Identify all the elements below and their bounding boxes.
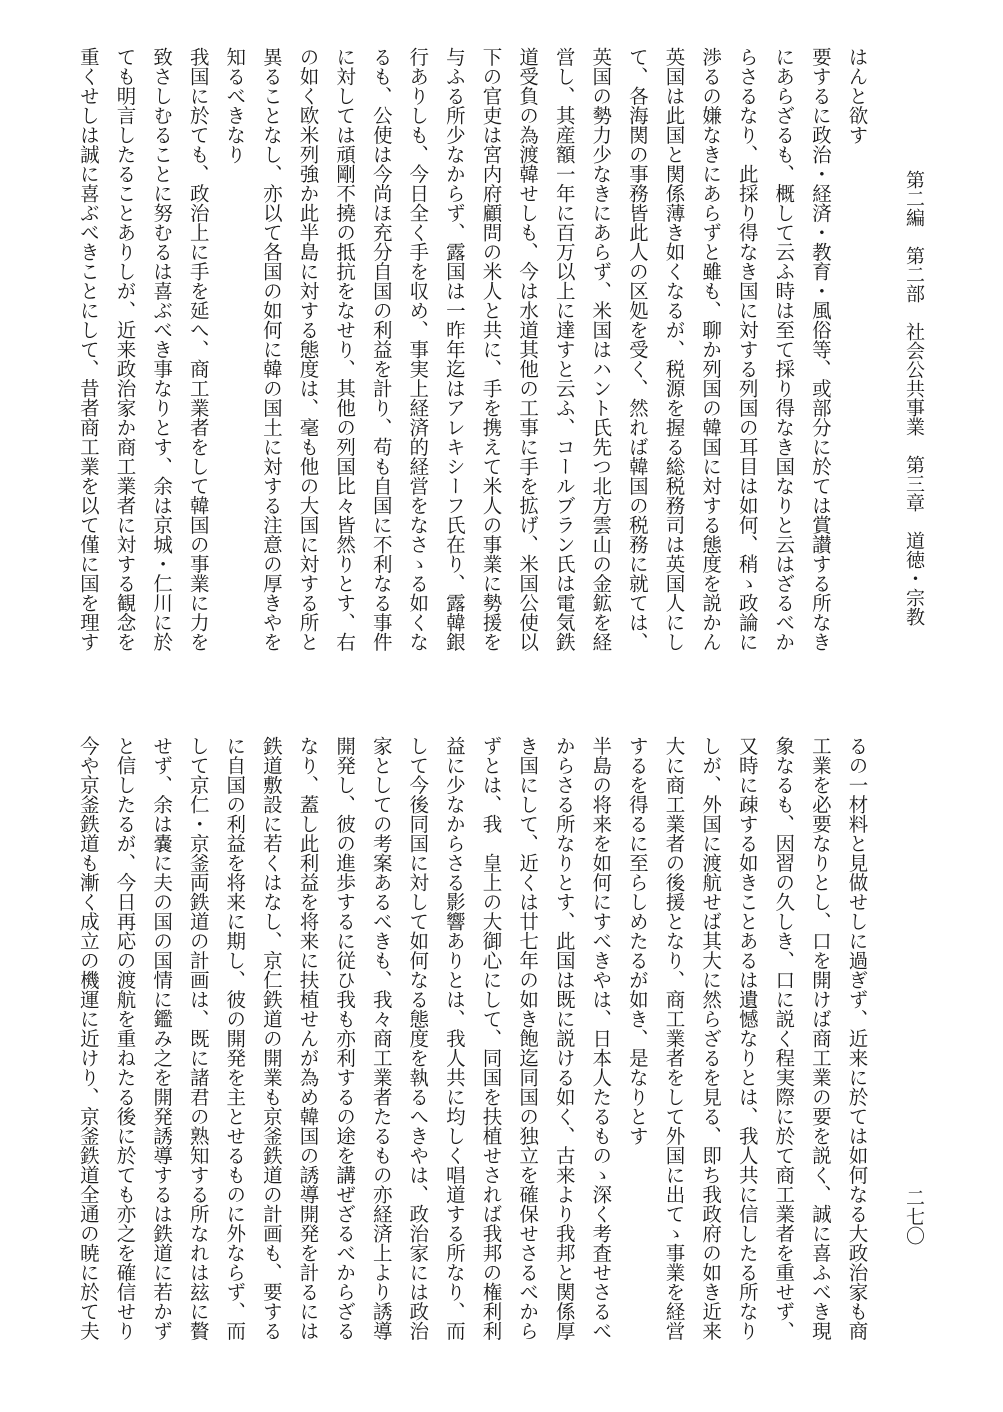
text-column: 致さしむることに努むるは喜ぶべき事なりとす、余は京城・仁川に於 (150, 47, 174, 652)
text-column: るも、公使は今尚ほ充分自国の利益を計り、苟も自国に不利なる事件 (369, 47, 393, 652)
text-column: 英国は此国と関係薄き如くなるが、税源を握る総税務司は英国人にし (662, 47, 686, 652)
text-column: 今や京釜鉄道も漸く成立の機運に近けり、京釜鉄道全通の暁に於て夫 (76, 736, 100, 1341)
text-column: するを得るに至らしめたるが如き、是なりとす (625, 736, 649, 1146)
text-column: 英国の勢力少なきにあらず、米国はハント氏先つ北方雲山の金鉱を経 (589, 47, 613, 652)
text-column: 益に少なからさる影響ありとは、我人共に均しく唱道する所なり、而 (442, 736, 466, 1341)
text-column: 知るべきなり (223, 47, 247, 164)
text-column: して京仁・京釜両鉄道の計画は、既に諸君の熟知する所なれは玆に贅 (186, 736, 210, 1341)
text-column: と信したるが、今日再応の渡航を重ねたる後に於ても亦之を確信せり (113, 736, 137, 1341)
text-column: しが、外国に渡航せば其大に然らざるを見る、即ち我政府の如き近来 (699, 736, 723, 1341)
text-column: 我国に於ても、政治上に手を延へ、商工業者をして韓国の事業に力を (186, 47, 210, 652)
text-column: 家としての考案あるべきも、我々商工業者たるもの亦経済上より誘導 (369, 736, 393, 1341)
text-column: ずとは、我 皇上の大御心にして、同国を扶植せされば我邦の権利利 (479, 736, 503, 1341)
text-column: 与ふる所少なからず、露国は一昨年迄はアレキシーフ氏在り、露韓銀 (442, 47, 466, 652)
text-column: 行ありしも、今日全く手を収め、事実上経済的経営をなさゝる如くな (406, 47, 430, 652)
text-column: に対しては頑剛不撓の抵抗をなせり、其他の列国比々皆然りとす、右 (333, 47, 357, 652)
text-column: 又時に疎する如きことあるは遺憾なりとは、我人共に信したる所なり (735, 736, 759, 1341)
text-column: 鉄道敷設に若くはなし、京仁鉄道の開業も京釜鉄道の計画も、要する (259, 736, 283, 1341)
text-column: 道受負の為渡韓せしも、今は水道其他の工事に手を拡げ、米国公使以 (516, 47, 540, 652)
text-column: して今後同国に対して如何なる態度を執るへきやは、政治家には政治 (406, 736, 430, 1341)
text-column: て、各海関の事務皆此人の区処を受く、然れば韓国の税務に就ては、 (625, 47, 649, 652)
text-column: 大に商工業者の後援となり、商工業者をして外国に出てゝ事業を経営 (662, 736, 686, 1341)
text-column: 渉るの嫌なきにあらずと雖も、聊か列国の韓国に対する態度を説かん (699, 47, 723, 652)
text-column: 営し、其産額一年に百万以上に達すと云ふ、コールブラン氏は電気鉄 (552, 47, 576, 652)
text-column: にあらざるも、概して云ふ時は至て採り得なき国なりと云はざるべか (772, 47, 796, 652)
text-column: なり、蓋し此利益を将来に扶植せんが為め韓国の誘導開発を計るには (296, 736, 320, 1341)
text-column: に自国の利益を将来に期し、彼の開発を主とせるものに外ならず、而 (223, 736, 247, 1341)
text-column: 重くせしは誠に喜ぶべきことにして、昔者商工業を以て僅に国を理す (76, 47, 100, 652)
text-column: 象なるも、因習の久しき、口に説く程実際に於て商工業者を重せず、 (772, 736, 796, 1341)
text-column: 要するに政治・経済・教育・風俗等、或部分に於ては賞讃する所なき (808, 47, 832, 652)
text-column: 半島の将来を如何にすべきやは、日本人たるものゝ深く考査せさるべ (589, 736, 613, 1341)
text-column: 工業を必要なりとし、口を開けば商工業の要を説く、誠に喜ふべき現 (808, 736, 832, 1341)
page-number: 二七〇 (903, 1188, 925, 1245)
text-column: るの一材料と見做せしに過ぎず、近来に於ては如何なる大政治家も商 (845, 736, 869, 1341)
text-column: せず、余は嚢に夫の国の国情に鑑み之を開発誘導するは鉄道に若かず (150, 736, 174, 1341)
text-column: からさる所なりとす、此国は既に説ける如く、古来より我邦と関係厚 (552, 736, 576, 1341)
text-column: はんと欲す (845, 47, 869, 145)
text-column: の如く欧米列強か此半島に対する態度は、毫も他の大国に対する所と (296, 47, 320, 652)
text-column: らさるなり、此採り得なき国に対する列国の耳目は如何、稍ゝ政論に (735, 47, 759, 652)
text-column: ても明言したることありしが、近来政治家か商工業者に対する観念を (113, 47, 137, 652)
running-head: 第二編 第二部 社会公共事業 第三章 道徳・宗教 (903, 170, 925, 626)
text-column: き国にして、近くは廿七年の如き飽迄同国の独立を確保せさるべから (516, 736, 540, 1341)
text-column: 下の官吏は宮内府顧問の米人と共に、手を携えて米人の事業に勢援を (479, 47, 503, 652)
text-column: 開発し、彼の進歩するに従ひ我も亦利するの途を講ぜざるべからざる (333, 736, 357, 1341)
text-column: 異ることなし、亦以て各国の如何に韓の国土に対する注意の厚きやを (259, 47, 283, 652)
